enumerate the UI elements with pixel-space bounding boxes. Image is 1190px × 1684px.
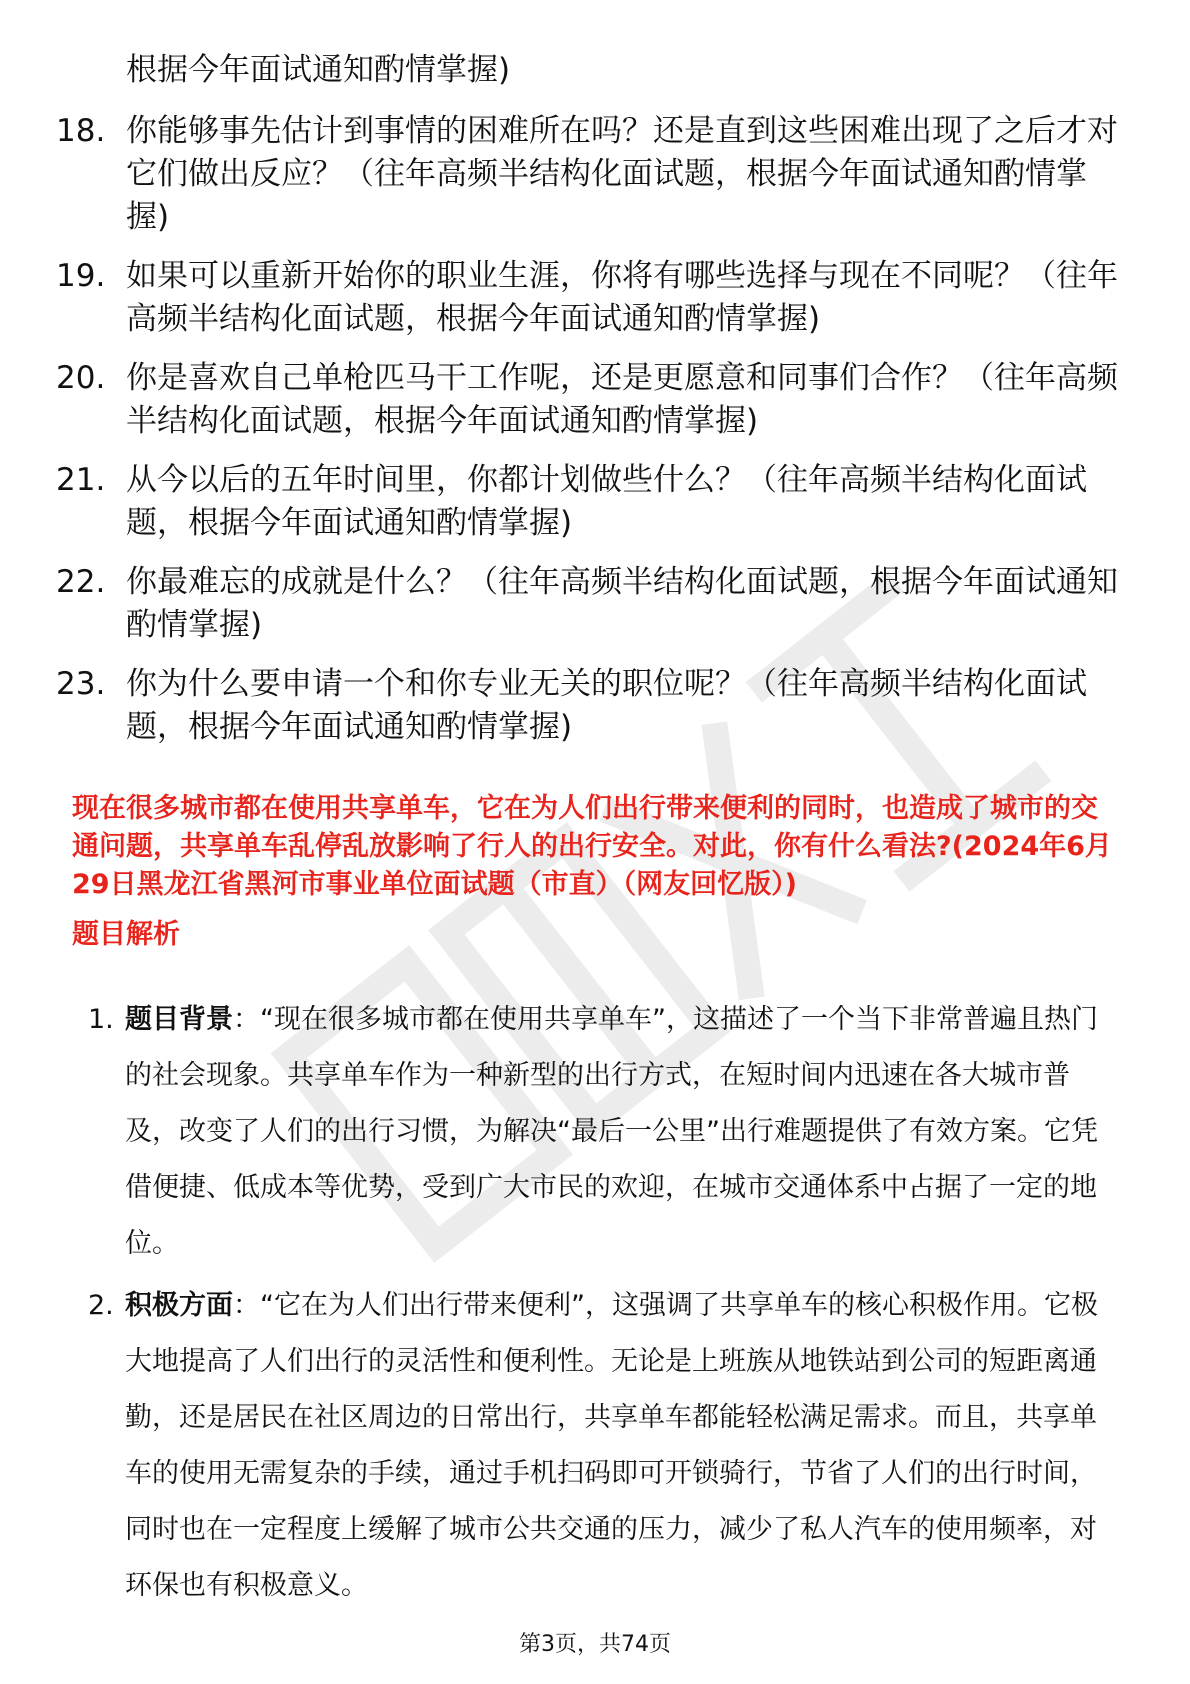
question-number: 22.	[56, 564, 106, 600]
question-text: 你是喜欢自己单枪匹马干工作呢，还是更愿意和同事们合作？（往年高频半结构化面试题，根据今年面试通知酌情掌握)	[126, 360, 1118, 439]
analysis-label: 题目背景	[125, 1004, 233, 1035]
list-item	[76, 992, 1116, 1272]
question-number: 23.	[56, 666, 106, 702]
list-item	[56, 357, 1136, 443]
list-item	[56, 663, 1136, 749]
analysis-heading: 题目解析	[72, 919, 180, 950]
list-item	[56, 110, 1136, 239]
list-item	[76, 1278, 1116, 1614]
highlighted-question: 现在很多城市都在使用共享单车，它在为人们出行带来便利的同时，也造成了城市的交通问题，共享单车乱停乱放影响了行人的出行安全。对此，你有什么看法?(2024年6月29日黑龙江省黑河市事业单位面试题（市直）（网友回忆版）)	[72, 793, 1112, 900]
page-footer: 第3页，共74页	[519, 1632, 671, 1657]
question-number: 20.	[56, 360, 106, 396]
analysis-number: 1.	[88, 1004, 114, 1035]
question-text: 如果可以重新开始你的职业生涯，你将有哪些选择与现在不同呢？（往年高频半结构化面试题，根据今年面试通知酌情掌握)	[126, 258, 1118, 337]
list-item	[56, 561, 1136, 647]
question-text: 你为什么要申请一个和你专业无关的职位呢？（往年高频半结构化面试题，根据今年面试通知酌情掌握)	[126, 666, 1087, 745]
analysis-text: ：“它在为人们出行带来便利”，这强调了共享单车的核心积极作用。它极大地提高了人们出行的灵活性和便利性。无论是上班族从地铁站到公司的短距离通勤，还是居民在社区周边的日常出行，共享单车都能轻松满足需求。而且，共享单车的使用无需复杂的手续，通过手机扫码即可开锁骑行，节省了人们的出行时间，同时也在一定程度上缓解了城市公共交通的压力，减少了私人汽车的使用频率，对环保也有积极意义。	[125, 1290, 1098, 1601]
analysis-list	[76, 992, 1116, 1620]
question-text: 你能够事先估计到事情的困难所在吗？还是直到这些困难出现了之后才对它们做出反应？（往年高频半结构化面试题，根据今年面试通知酌情掌握)	[126, 113, 1118, 235]
analysis-label: 积极方面	[125, 1290, 233, 1321]
list-item	[56, 255, 1136, 341]
question-number: 19.	[56, 258, 106, 294]
question-continuation: 根据今年面试通知酌情掌握)	[126, 52, 511, 88]
question-text: 你最难忘的成就是什么？（往年高频半结构化面试题，根据今年面试通知酌情掌握)	[126, 564, 1118, 643]
question-list	[56, 110, 1136, 765]
analysis-text: ：“现在很多城市都在使用共享单车”，这描述了一个当下非常普遍且热门的社会现象。共享单车作为一种新型的出行方式，在短时间内迅速在各大城市普及，改变了人们的出行习惯，为解决“最后一公里”出行难题提供了有效方案。它凭借便捷、低成本等优势，受到广大市民的欢迎，在城市交通体系中占据了一定的地位。	[125, 1004, 1098, 1259]
list-item	[56, 459, 1136, 545]
question-text: 从今以后的五年时间里，你都计划做些什么？（往年高频半结构化面试题，根据今年面试通知酌情掌握)	[126, 462, 1087, 541]
question-number: 18.	[56, 113, 106, 149]
analysis-number: 2.	[88, 1290, 114, 1321]
question-number: 21.	[56, 462, 106, 498]
